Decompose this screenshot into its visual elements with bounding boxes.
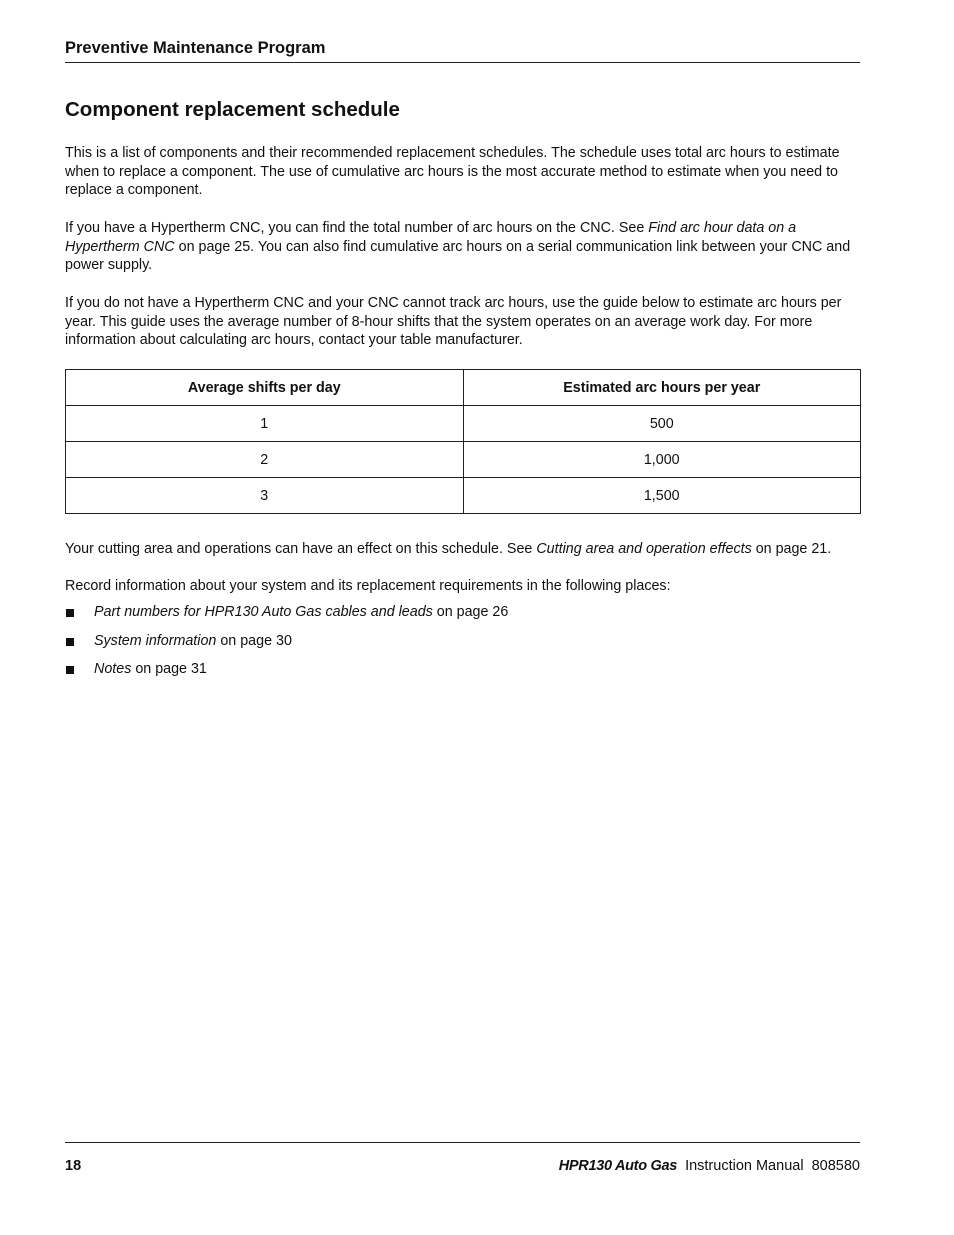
list-item — [65, 603, 508, 632]
document-page — [65, 0, 860, 1235]
effects-paragraph-reference: Cutting area and operation effects — [536, 541, 752, 557]
record-paragraph: Record information about your system and its replacement requirements in the following places: — [65, 578, 671, 594]
table-row — [66, 442, 861, 478]
page-number: 18 — [65, 1158, 82, 1174]
table-cell-hours: 1,500 — [463, 478, 861, 514]
table-cell-shifts: 3 — [66, 478, 464, 514]
cnc-paragraph-text-a: If you have a Hypertherm CNC, you can find the total number of arc hours on the CNC. See — [65, 220, 649, 236]
list-item-page: on page 26 — [432, 604, 509, 620]
effects-paragraph — [65, 540, 860, 559]
manual-label: Instruction Manual — [685, 1158, 804, 1174]
table-header-hours: Estimated arc hours per year — [463, 370, 861, 406]
footer-rule — [65, 1142, 860, 1143]
list-item-reference: Part numbers for HPR130 Auto Gas cables and leads — [94, 604, 433, 620]
list-item-page: on page 31 — [131, 661, 207, 677]
effects-paragraph-text-a: Your cutting area and operations can have an effect on this schedule. See — [65, 541, 537, 557]
cnc-paragraph-text-b: on page 25. You can also find cumulative arc hours on a serial communication link between your CNC and power supply. — [65, 238, 851, 274]
section-title: Component replacement schedule — [65, 98, 400, 121]
table-cell-hours: 500 — [463, 406, 861, 442]
header-rule — [65, 62, 860, 63]
table-cell-shifts: 1 — [66, 406, 464, 442]
effects-paragraph-text-b: on page 21. — [751, 541, 832, 557]
square-bullet-icon — [66, 638, 74, 646]
table-header-row — [66, 370, 861, 406]
running-header: Preventive Maintenance Program — [65, 39, 326, 57]
cnc-paragraph — [65, 219, 860, 275]
list-item-page: on page 30 — [216, 632, 292, 649]
cnc-paragraph-reference: Find arc hour data on a Hypertherm CNC — [65, 220, 797, 255]
footer-manual-info — [559, 1156, 860, 1176]
list-item-reference: System information — [94, 632, 217, 649]
arc-hours-table — [65, 369, 861, 514]
intro-paragraph: This is a list of components and their recommended replacement schedules. The schedule uses total arc hours to estimate when to replace a component. The use of cumulative arc hours is the most accurate method to estimate when you need to replace a component. — [65, 145, 840, 199]
square-bullet-icon — [66, 609, 74, 617]
table-cell-hours: 1,000 — [463, 442, 861, 478]
estimate-paragraph: If you do not have a Hypertherm CNC and your CNC cannot track arc hours, use the guide below to estimate arc hours per year. This guide uses the average number of 8-hour shifts that the system operates on an average work day. For more information about calculating arc hours, contact your table manufacturer. — [65, 295, 842, 349]
list-item-reference: Notes — [94, 661, 132, 677]
reference-list — [65, 603, 508, 689]
table-row — [66, 478, 861, 514]
list-item — [65, 632, 508, 661]
square-bullet-icon — [66, 666, 74, 674]
document-number: 808580 — [811, 1158, 860, 1174]
table-row — [66, 406, 861, 442]
product-name: HPR130 Auto Gas — [558, 1158, 677, 1174]
list-item — [65, 660, 508, 689]
table-cell-shifts: 2 — [66, 442, 464, 478]
table-header-shifts: Average shifts per day — [66, 370, 464, 406]
